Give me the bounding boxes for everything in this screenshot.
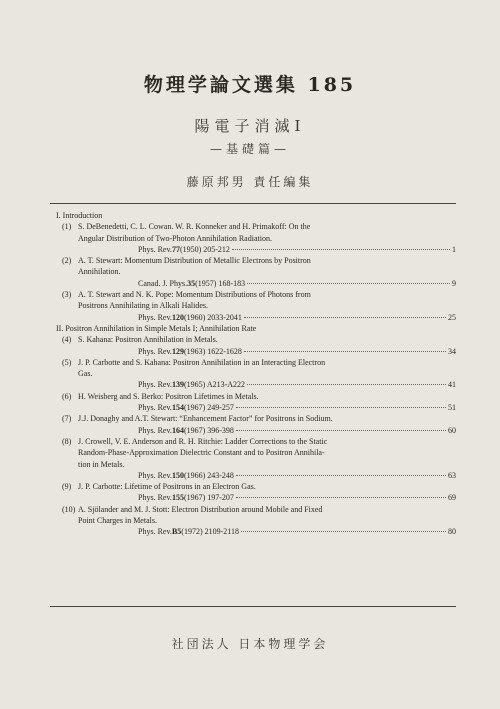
journal-name: Phys. Rev. xyxy=(138,312,172,322)
journal-name: Phys. Rev. xyxy=(138,403,172,413)
toc-entry xyxy=(50,221,456,255)
citation-line xyxy=(78,346,456,357)
page-number: 9 xyxy=(452,278,456,288)
entry-text-line: Random-Phase-Approximation Dielectric Constant and to Positron Annihila- xyxy=(78,448,325,458)
entry-text-line: Angular Distribution of Two-Photon Annihilation Radiation. xyxy=(78,233,272,243)
entry-text-line: tion in Metals. xyxy=(78,459,125,469)
journal-name: Phys. Rev. xyxy=(138,527,172,537)
entry-number: (6) xyxy=(62,391,72,401)
dot-leader xyxy=(236,407,446,408)
citation-year-pages: (1967) 197-207 xyxy=(183,493,234,503)
page-number: 63 xyxy=(448,470,456,480)
dot-leader xyxy=(247,384,446,385)
toc-entry xyxy=(50,357,456,391)
page-number: 60 xyxy=(448,425,456,435)
journal-name: Phys. Rev. xyxy=(138,470,172,480)
citation-line xyxy=(78,402,456,413)
toc-entry xyxy=(50,413,456,436)
entry-text-line: Point Charges in Metals. xyxy=(78,516,157,526)
toc-entry xyxy=(50,334,456,357)
bottom-rule xyxy=(50,606,456,607)
dot-leader xyxy=(236,497,446,498)
page-number: 80 xyxy=(448,527,456,537)
entry-text-line: Annihilation. xyxy=(78,267,121,277)
entry-number: (5) xyxy=(62,357,72,367)
citation-line xyxy=(78,526,456,537)
journal-volume: 139 xyxy=(171,380,184,390)
journal-name: Canad. J. Phys. xyxy=(138,278,188,288)
journal-volume: 35 xyxy=(187,278,196,288)
entry-text-line: S. DeBenedetti, C. L. Cowan. W. R. Konneker and H. Primakoff: On the xyxy=(78,222,311,232)
page-number: 51 xyxy=(448,403,456,413)
publisher: 社団法人 日本物理学会 xyxy=(171,637,329,651)
entry-number: (10) xyxy=(62,504,76,514)
entry-text-line: J.J. Donaghy and A.T. Stewart: “Enhancement Factor” for Positrons in Sodium. xyxy=(78,414,333,424)
top-rule xyxy=(50,203,456,204)
entry-number: (9) xyxy=(62,482,72,492)
entry-text-line: A. T. Stewart and N. K. Pope: Momentum Distributions of Photons from xyxy=(78,290,311,300)
toc-entry xyxy=(50,255,456,289)
series-title: 物理学論文選集 185 xyxy=(143,74,357,96)
entry-text-line: H. Weisberg and S. Berko: Positron Lifetimes in Metals. xyxy=(78,391,259,401)
journal-name: Phys. Rev. xyxy=(138,380,172,390)
page-number: 1 xyxy=(452,244,456,254)
citation-year-pages: (1967) 249-257 xyxy=(183,403,234,413)
entry-number: (7) xyxy=(62,414,72,424)
entry-number: (4) xyxy=(62,335,72,345)
toc-entry xyxy=(50,289,456,323)
citation-line xyxy=(78,470,456,481)
citation-line xyxy=(78,278,456,289)
entry-text-line: J. P. Carbotte: Lifetime of Positrons in an Electron Gas. xyxy=(78,482,256,492)
dot-leader xyxy=(236,430,446,431)
page-number: 34 xyxy=(448,346,456,356)
entry-text-line: S. Kahana: Positron Annihilation in Metals. xyxy=(78,335,218,345)
volume-title: 陽電子消滅Ⅰ xyxy=(194,117,306,135)
volume-subtitle: —基礎篇— xyxy=(209,142,290,156)
section-heading: II. Positron Annihilation in Simple Metals I; Annihilation Rate xyxy=(56,323,257,333)
editor-credit: 藤原邦男 責任編集 xyxy=(186,175,314,189)
citation-year-pages: (1966) 243-248 xyxy=(183,470,234,480)
entry-text-line: A. Sjölander and M. J. Stott: Electron Distribution around Mobile and Fixed xyxy=(78,504,323,514)
journal-volume: 155 xyxy=(171,493,184,503)
citation-year-pages: (1957) 168-183 xyxy=(195,278,246,288)
citation-line xyxy=(78,312,456,323)
citation-line xyxy=(78,492,456,503)
toc-entry xyxy=(50,481,456,504)
section-heading: I. Introduction xyxy=(56,211,103,220)
journal-volume: B5 xyxy=(171,527,182,537)
entry-text-line: J. P. Carbotte and S. Kahana: Positron Annihilation in an Interacting Electron xyxy=(78,357,326,367)
dot-leader xyxy=(247,283,450,284)
page-number: 41 xyxy=(448,380,456,390)
citation-year-pages: (1963) 1622-1628 xyxy=(183,346,242,356)
entry-number: (3) xyxy=(62,290,72,300)
dot-leader xyxy=(244,317,446,318)
dot-leader xyxy=(232,249,450,250)
citation-year-pages: (1950) 205-212 xyxy=(179,244,230,254)
entry-number: (8) xyxy=(62,436,72,446)
dot-leader xyxy=(244,351,446,352)
entry-text-line: J. Crowell, V. E. Anderson and R. H. Ritchie: Ladder Corrections to the Static xyxy=(78,436,328,446)
citation-year-pages: (1972) 2109-2118 xyxy=(181,527,239,537)
citation-year-pages: (1967) 396-398 xyxy=(183,425,234,435)
toc-entry xyxy=(50,436,456,481)
journal-name: Phys. Rev. xyxy=(138,493,172,503)
journal-volume: 164 xyxy=(171,425,184,435)
citation-line xyxy=(78,379,456,390)
citation-year-pages: (1960) 2033-2041 xyxy=(183,312,242,322)
journal-volume: 120 xyxy=(171,312,184,322)
dot-leader xyxy=(241,531,446,532)
journal-volume: 77 xyxy=(171,244,180,254)
page-number: 69 xyxy=(448,493,456,503)
entry-text-line: A. T. Stewart: Momentum Distribution of Metallic Electrons by Positron xyxy=(78,256,311,266)
toc-entry xyxy=(50,391,456,414)
dot-leader xyxy=(236,475,446,476)
entry-number: (1) xyxy=(62,222,72,232)
entry-text-line: Positrons Annihilating in Alkali Halides. xyxy=(78,301,208,311)
citation-year-pages: (1965) A213-A222 xyxy=(183,380,246,390)
toc-entry xyxy=(50,504,456,538)
entry-number: (2) xyxy=(62,256,72,266)
entry-text-line: Gas. xyxy=(78,369,93,379)
journal-name: Phys. Rev. xyxy=(138,244,172,254)
table-of-contents xyxy=(50,210,456,538)
journal-volume: 154 xyxy=(171,403,184,413)
citation-line xyxy=(78,425,456,436)
page-number: 25 xyxy=(448,312,456,322)
citation-line xyxy=(78,244,456,255)
journal-volume: 150 xyxy=(171,470,184,480)
journal-name: Phys. Rev. xyxy=(138,346,172,356)
journal-name: Phys. Rev. xyxy=(138,425,172,435)
journal-volume: 129 xyxy=(171,346,184,356)
